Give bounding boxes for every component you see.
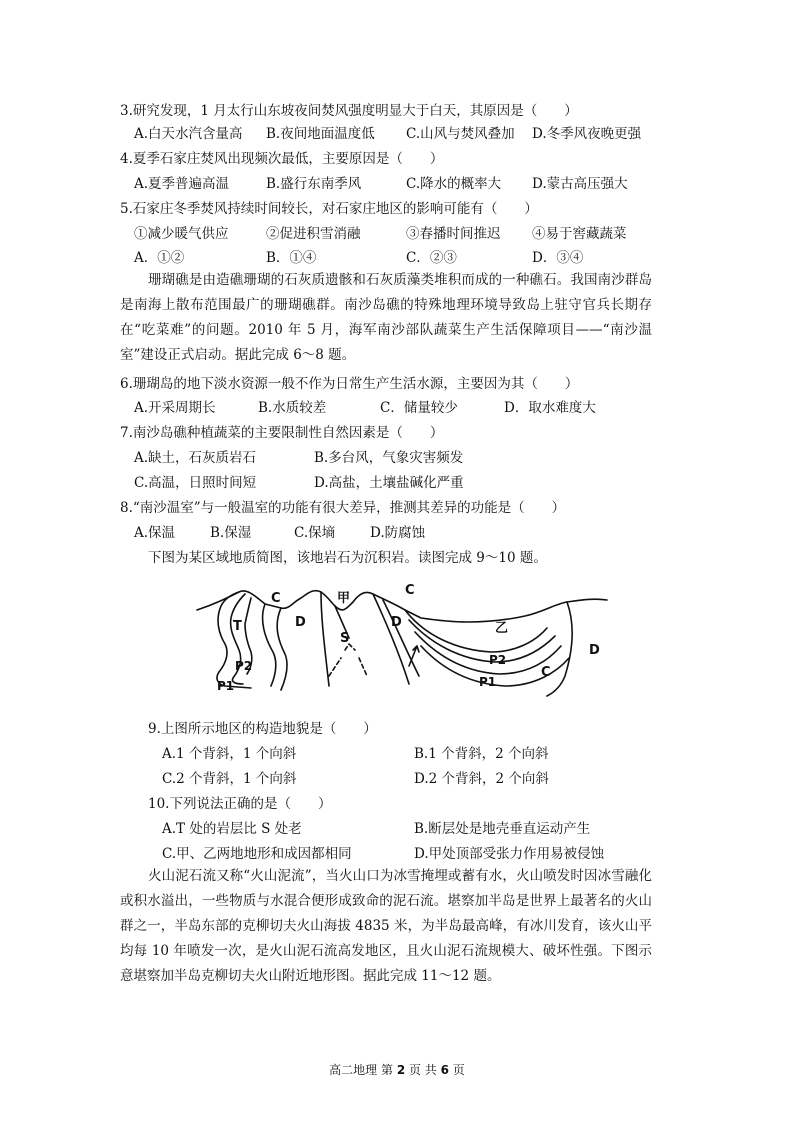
label-s: S [340, 631, 350, 646]
label-c-left: C [271, 591, 281, 606]
surface-profile [197, 591, 607, 622]
q4-option-d: D.蒙古高压强大 [532, 176, 628, 192]
label-yi: 乙 [495, 621, 509, 636]
geologic-section-figure [195, 580, 615, 700]
footer-middle: 页 共 [405, 1063, 441, 1077]
label-p2-right: P2 [489, 653, 507, 667]
q9-option-a: A.1 个背斜，1 个向斜 [162, 746, 297, 762]
syncline-layer-3 [415, 632, 561, 674]
q4-option-b: B.盛行东南季风 [266, 176, 362, 192]
footer-total-pages: 6 [440, 1063, 449, 1077]
q3-option-d: D.冬季风夜晚更强 [532, 126, 642, 142]
q7-option-a: A.缺土，石灰质岩石 [134, 450, 257, 466]
q5-statement-2: ②促进积雪消融 [266, 226, 361, 242]
fault-arrow [409, 646, 419, 666]
q7-option-d: D.高盐，土壤盐碱化严重 [314, 475, 464, 491]
q10-option-b: B.断层处是地壳垂直运动产生 [414, 821, 591, 837]
page-footer [0, 1062, 794, 1078]
q10-option-c: C.甲、乙两地地形和成因都相同 [162, 846, 352, 862]
q3-option-c: C.山风与焚风叠加 [406, 126, 515, 142]
label-jia: 甲 [337, 591, 351, 606]
label-d-left: D [295, 615, 306, 630]
syncline-right-limb [547, 602, 572, 696]
q8-option-b: B.保湿 [210, 525, 252, 541]
label-d-right: D [589, 643, 600, 658]
q5-option-c: C．②③ [406, 250, 457, 266]
label-d-center: D [391, 615, 402, 630]
question-8-stem: 8.“南沙温室”与一般温室的功能有很大差异，推测其差异的功能是（ ） [120, 500, 566, 516]
q7-option-c: C.高温，日照时间短 [134, 475, 257, 491]
label-c-right: C [541, 665, 551, 680]
q8-option-c: C.保墒 [294, 525, 336, 541]
label-c-top: C [405, 583, 415, 598]
q3-option-a: A.白天水汽含量高 [134, 126, 243, 142]
question-10-stem: 10.下列说法正确的是（ ） [148, 796, 332, 812]
passage-volcanic-mudflow: 火山泥石流又称“火山泥流”，当火山口为冰雪掩埋或蓄有水，火山喷发时因冰雪融化或积水溢出，一些物质与水混合便形成致命的泥石流。堪察加半岛是世界上最著名的火山群之一，半岛东部的克柳切夫火山海拔 4835 米，为半岛最高峰，有冰川发育，该火山平均每 10 年喷发一次，是火山泥石流高发地区，且火山泥石流规模大、破坏性强。下图示意堪察加半岛克柳切夫火山附近地形图。据此完成 11～12 题。 [120, 868, 652, 984]
buried-anticline-dashed [329, 644, 367, 676]
central-limb-left [321, 592, 329, 686]
q6-option-c: C．储量较少 [380, 400, 458, 416]
figure-intro: 下图为某区域地质简图，该地岩石为沉积岩。读图完成 9～10 题。 [148, 550, 547, 566]
left-fold-layer-c [277, 608, 287, 690]
q5-option-d: D．③④ [532, 250, 584, 266]
q8-option-a: A.保温 [134, 525, 176, 541]
q10-option-d: D.甲处顶部受张力作用易被侵蚀 [414, 846, 605, 862]
q4-option-a: A.夏季普遍高温 [134, 176, 230, 192]
q5-option-a: A．①② [134, 250, 185, 266]
label-t: T [233, 619, 242, 634]
question-3-stem: 3.研究发现，1 月太行山东坡夜间焚风强度明显大于白天，其原因是（ ） [120, 103, 578, 119]
footer-suffix: 页 [448, 1063, 465, 1077]
question-5-stem: 5.石家庄冬季焚风持续时间较长，对石家庄地区的影响可能有（ ） [120, 201, 538, 217]
label-p1-right: P1 [479, 675, 497, 689]
q5-statement-4: ④易于窖藏蔬菜 [532, 226, 627, 242]
q9-option-c: C.2 个背斜，1 个向斜 [162, 771, 297, 787]
q10-option-a: A.T 处的岩层比 S 处老 [162, 821, 302, 837]
question-7-stem: 7.南沙岛礁种植蔬菜的主要限制性自然因素是（ ） [120, 425, 444, 441]
q5-statement-3: ③春播时间推迟 [406, 226, 501, 242]
q9-option-b: B.1 个背斜，2 个向斜 [414, 746, 549, 762]
label-p2-left: P2 [235, 659, 253, 673]
question-9-stem: 9.上图所示地区的构造地貌是（ ） [148, 721, 377, 737]
central-limb-right-2 [383, 600, 419, 676]
q6-option-d: D．取水难度大 [504, 400, 596, 416]
footer-prefix: 高二地理 第 [329, 1063, 397, 1077]
left-fold-outer [263, 604, 276, 686]
central-limb-right [373, 594, 409, 684]
label-p1-left: P1 [217, 679, 235, 693]
q7-option-b: B.多台风，气象灾害频发 [314, 450, 464, 466]
question-4-stem: 4.夏季石家庄焚风出现频次最低，主要原因是（ ） [120, 151, 444, 167]
q6-option-b: B.水质较差 [258, 400, 327, 416]
q9-option-d: D.2 个背斜，2 个向斜 [414, 771, 549, 787]
footer-page-number: 2 [396, 1063, 406, 1077]
q8-option-d: D.防腐蚀 [370, 525, 426, 541]
passage-coral-reef: 珊瑚礁是由造礁珊瑚的石灰质遗骸和石灰质藻类堆积而成的一种礁石。我国南沙群岛是南海上散布范围最广的珊瑚礁群。南沙岛礁的特殊地理环境导致岛上驻守官兵长期存在“吃菜难”的问题。2010 年 5 月，海军南沙部队蔬菜生产生活保障项目——“南沙温室”建设正式启动。据此完成 6～8 题。 [120, 272, 652, 363]
q5-statement-1: ①减少暖气供应 [134, 226, 229, 242]
q3-option-b: B.夜间地面温度低 [266, 126, 375, 142]
q5-option-b: B．①④ [266, 250, 317, 266]
q4-option-c: C.降水的概率大 [406, 176, 502, 192]
question-6-stem: 6.珊瑚岛的地下淡水资源一般不作为日常生产生活水源，主要因为其（ ） [120, 376, 579, 392]
q6-option-a: A.开采周期长 [134, 400, 216, 416]
